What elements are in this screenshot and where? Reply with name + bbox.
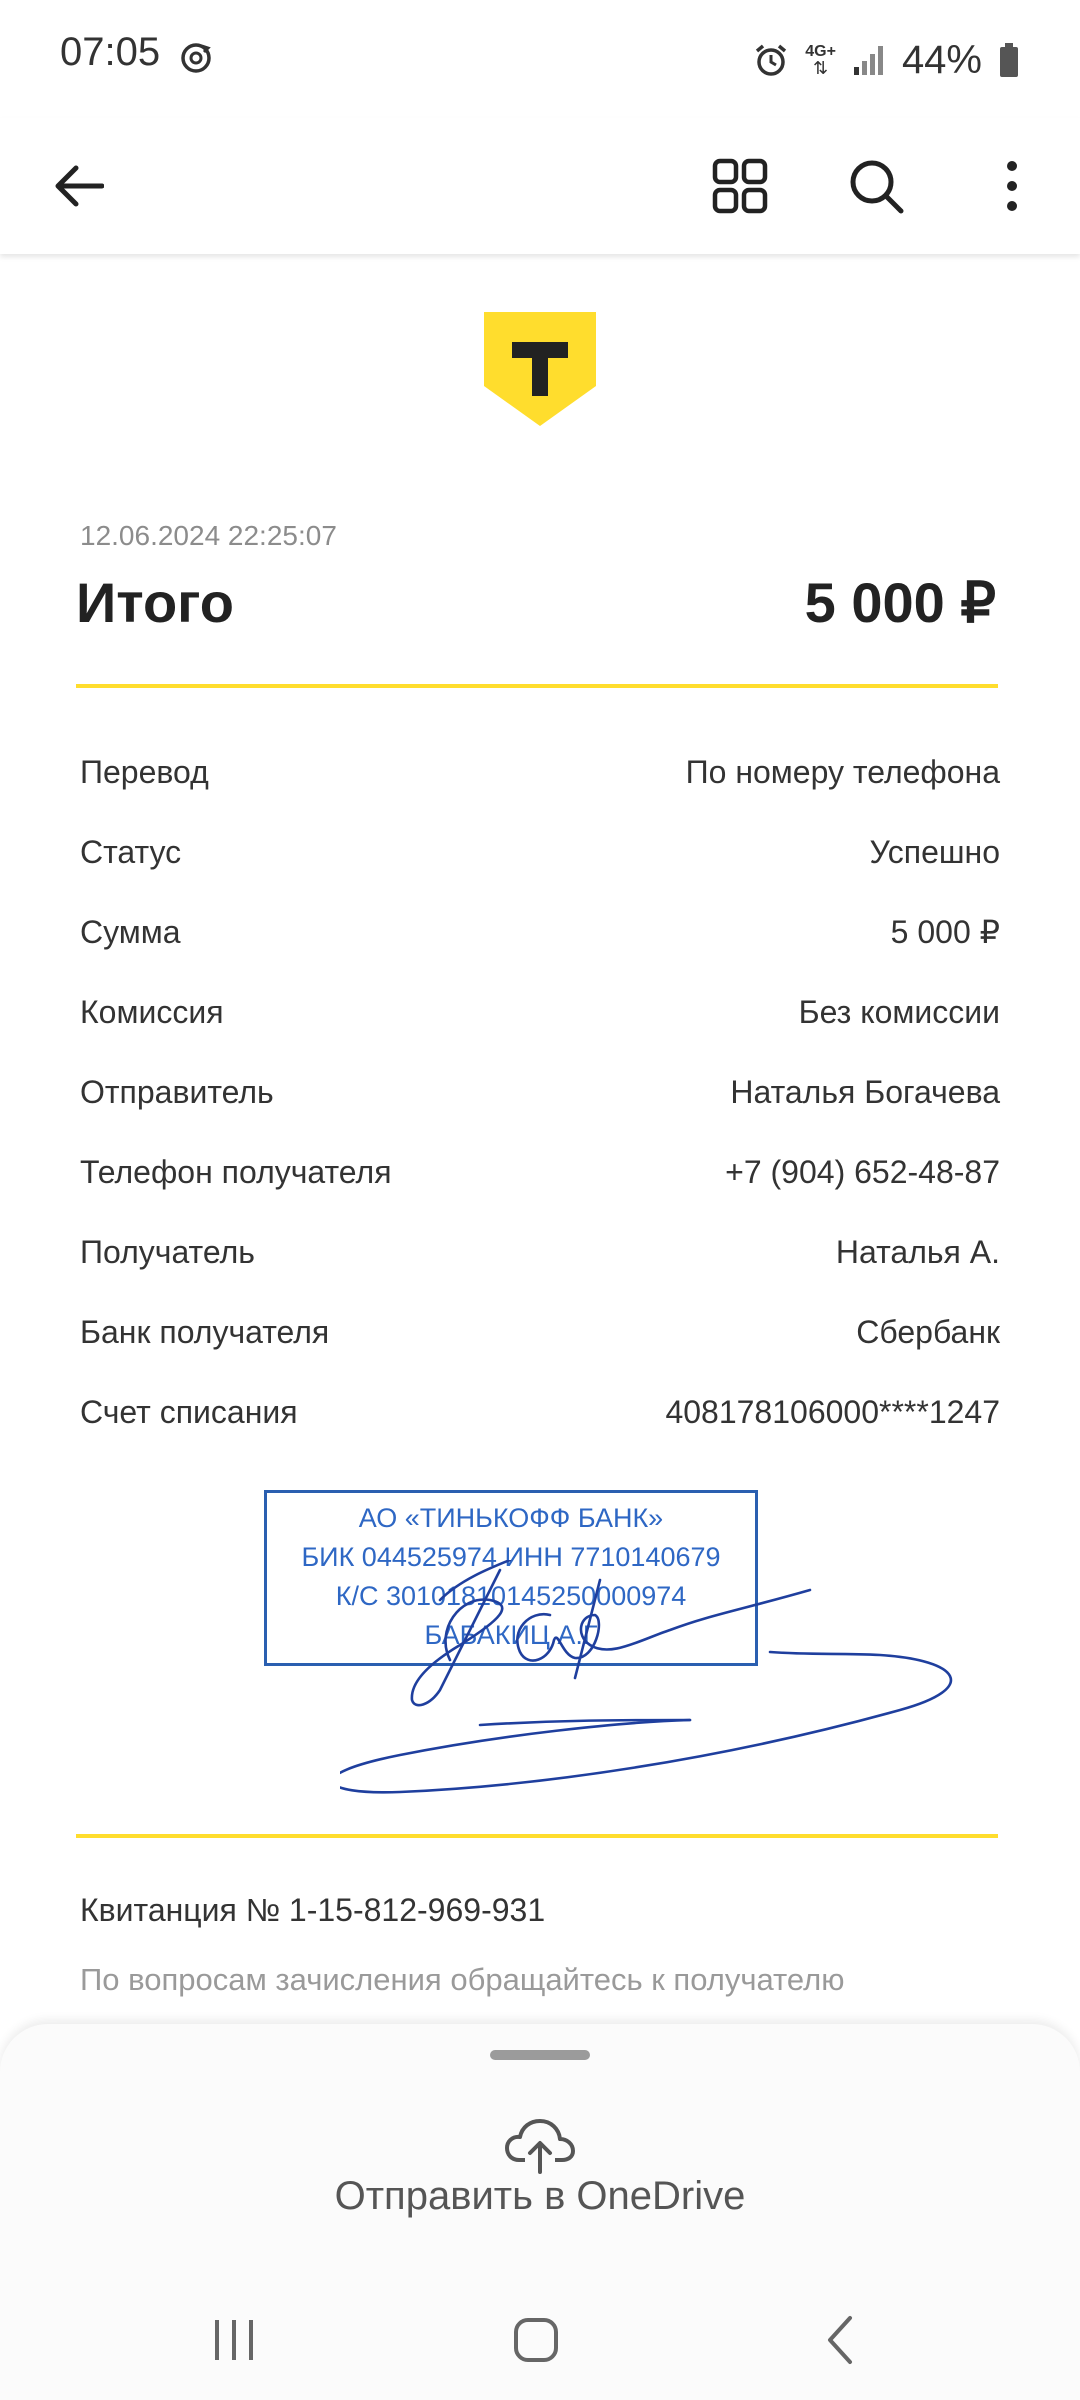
stamp-line: БАБАКИЦ А.Г [424,1620,598,1650]
detail-label: Сумма [80,913,181,950]
detail-row [80,1292,1000,1372]
top-app-bar [0,118,1080,254]
total-amount: 5 000 ₽ [804,571,996,634]
bank-logo [484,312,596,426]
stamp-line: К/С 30101810145250000974 [335,1581,687,1611]
detail-row [80,1132,1000,1212]
grid-icon [712,158,768,214]
detail-row [80,1052,1000,1132]
detail-value: Без комиссии [798,993,1000,1030]
status-icons [753,30,1020,90]
detail-value: Наталья А. [835,1233,1000,1270]
detail-value: Сбербанк [856,1313,1000,1350]
detail-value: Наталья Богачева [730,1073,1000,1110]
detail-value: 5 000 ₽ [890,914,1000,950]
data-arrows-icon: ⇅ [813,58,829,78]
detail-label: Комиссия [80,993,224,1030]
divider-top [76,684,998,688]
receipt-datetime: 12.06.2024 22:25:07 [80,520,337,551]
detail-value: +7 (904) 652-48-87 [725,1153,1000,1190]
detail-value: 408178106000****1247 [665,1393,1000,1430]
more-options-button[interactable] [972,146,1052,226]
system-nav-bar [0,2280,1080,2400]
detail-row [80,732,1000,812]
stamp-line: БИК 044525974 ИНН 7710140679 [301,1542,721,1572]
divider-bottom [76,1834,998,1838]
battery-icon [998,42,1020,78]
signature [340,1560,980,1830]
detail-value: По номеру телефона [685,753,1000,790]
sync-icon [178,40,214,76]
receipt-note: По вопросам зачисления обращайтесь к получателю [80,1962,845,1997]
more-vert-icon [1002,158,1022,214]
detail-value: Успешно [869,833,1000,870]
back-button[interactable] [38,146,118,226]
detail-label: Телефон получателя [80,1153,392,1190]
receipt-number: Квитанция № 1-15-812-969-931 [80,1892,546,1928]
detail-label: Отправитель [80,1073,274,1110]
search-button[interactable] [836,146,916,226]
network-indicator [805,44,836,76]
detail-row [80,1212,1000,1292]
detail-label: Получатель [80,1233,255,1270]
home-icon [513,2317,559,2363]
onedrive-label: Отправить в OneDrive [334,2174,746,2218]
detail-row [80,892,1000,972]
back-nav-button[interactable] [800,2310,880,2370]
detail-label: Банк получателя [80,1313,330,1350]
back-arrow-icon [52,164,104,208]
alarm-icon [753,42,789,78]
home-button[interactable] [496,2310,576,2370]
chevron-left-icon [825,2315,855,2365]
detail-row [80,812,1000,892]
drag-handle[interactable] [490,2050,590,2060]
receipt-details [80,732,1000,1452]
recent-apps-icon [209,2318,259,2362]
battery-percent: 44% [901,37,982,82]
detail-label: Счет списания [80,1393,298,1430]
signal-icon [852,43,886,77]
grid-view-button[interactable] [700,146,780,226]
network-type: 4G+ [805,43,836,60]
status-time: 07:05 [60,30,161,74]
status-bar [0,0,1080,118]
cloud-upload-icon [505,2118,575,2174]
recent-apps-button[interactable] [194,2310,274,2370]
detail-row [80,1372,1000,1452]
detail-row [80,972,1000,1052]
detail-label: Статус [80,833,182,870]
detail-label: Перевод [80,753,209,790]
stamp-line: АО «ТИНЬКОФФ БАНК» [358,1503,664,1533]
search-icon [848,158,904,214]
total-label: Итого [76,571,234,634]
